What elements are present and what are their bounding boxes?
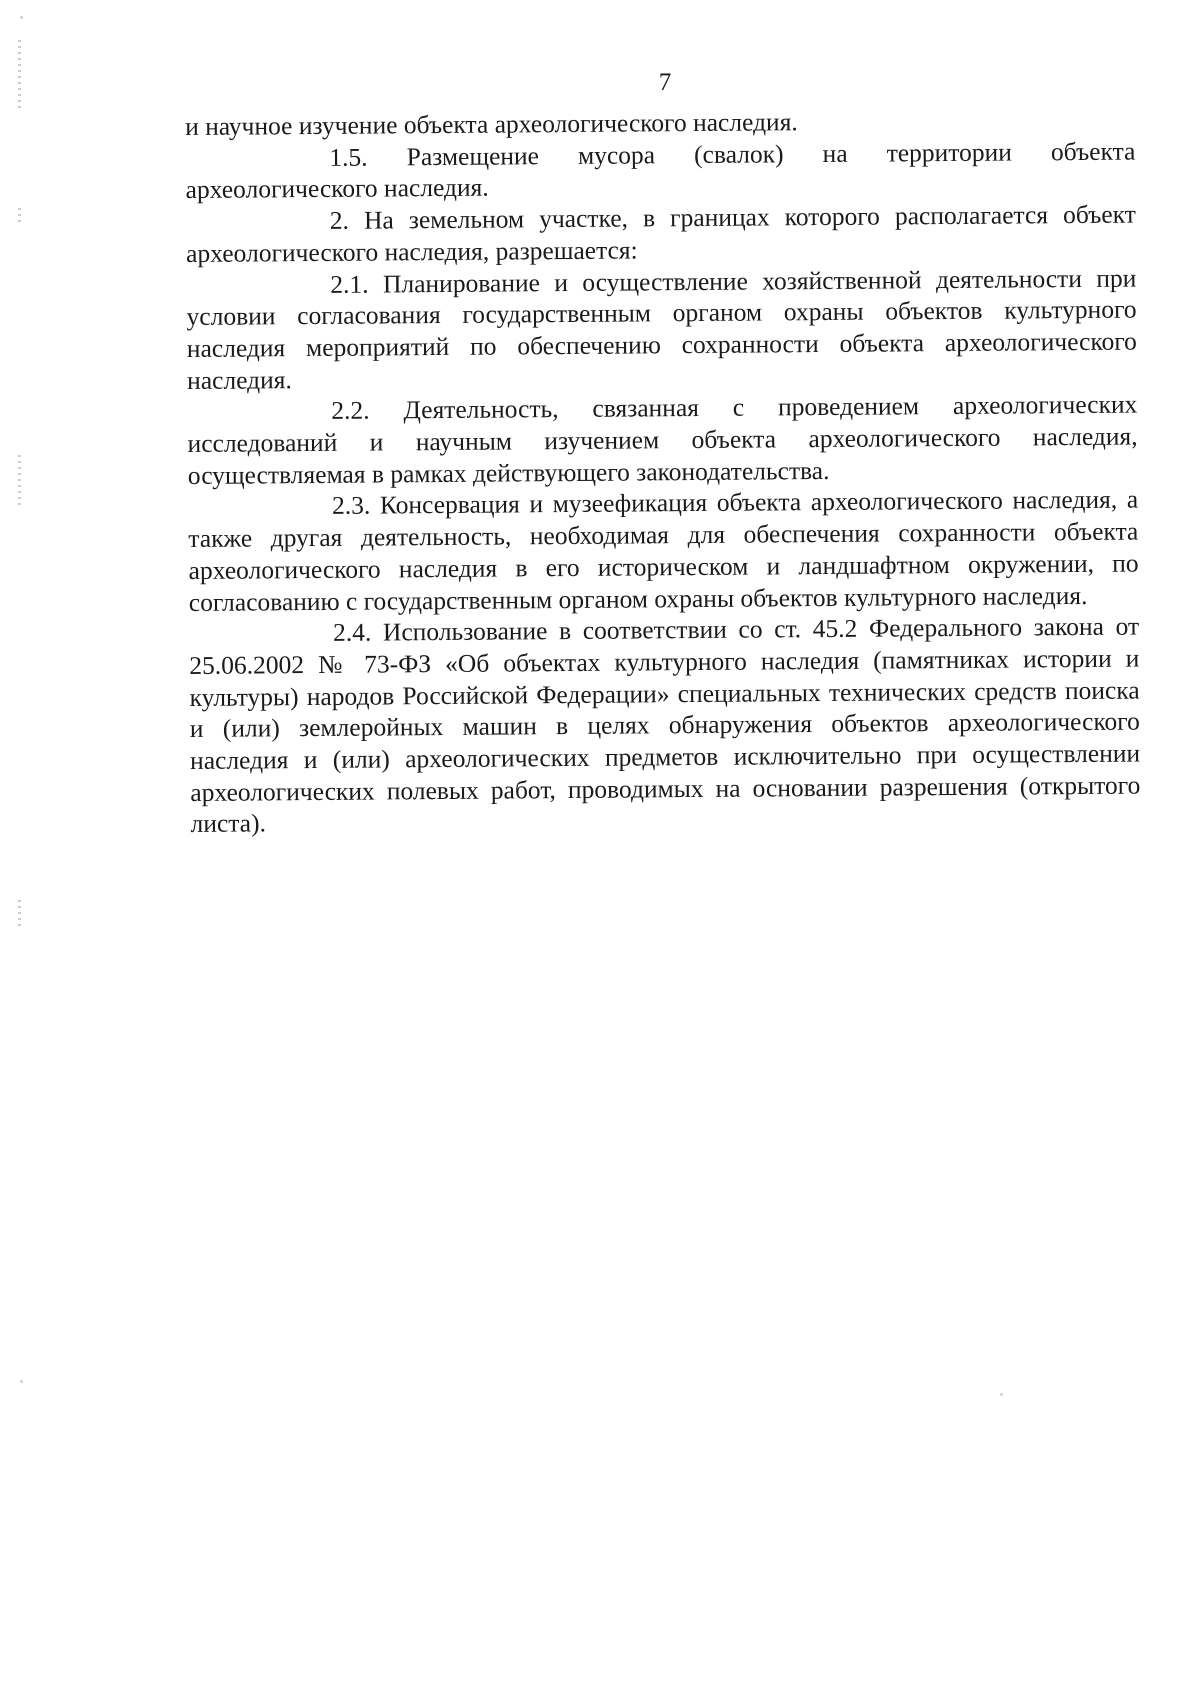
paragraph-2-1 [186, 262, 1137, 396]
document-body [185, 104, 1141, 841]
paragraph-number: 2.3. [331, 490, 371, 521]
paragraph-text: Консервация и музеефикация объекта археологического наследия, а также другая деятельность, необходимая для обеспечения сохранности объекта археологического наследия в его историческом и ландшафтном окружении, по согласованию с государственным органом охраны объектов культурного наследия. [188, 484, 1139, 617]
paragraph-number: 1.5. [329, 142, 368, 172]
paragraph-text: Использование в соответствии со ст. 45.2 Федерального закона от 25.06.2002 № 73-ФЗ «Об объектах культурного наследия (памятниках истории и культуры) народов Российской Федерации» специальных технических средств поиска и (или) землеройных машин в целях обнаружения объектов археологического наследия и (или) археологических предметов исключительно при осуществлении археологических полевых работ, проводимых на основании разрешения (открытого листа). [189, 611, 1141, 839]
scan-artifact [20, 16, 23, 19]
paragraph-2-3 [188, 484, 1139, 618]
paragraph-2-4 [189, 611, 1141, 840]
scan-artifact [18, 208, 21, 222]
scan-artifact [1000, 1393, 1003, 1396]
scan-artifact [20, 1380, 23, 1383]
paragraph-2-2 [187, 389, 1138, 492]
paragraph-number: 2.2. [331, 395, 370, 426]
paragraph-text: Деятельность, связанная с проведением археологических исследований и научным изучением объекта археологического наследия, осуществляемая в рамках действующего законодательства. [187, 389, 1138, 490]
paragraph-text: и научное изучение объекта археологического наследия. [185, 107, 798, 141]
paragraph-number: 2.4. [332, 617, 372, 648]
paragraph-1-5 [185, 135, 1135, 206]
paragraph-number: 2.1. [330, 269, 369, 299]
paragraph-text: Размещение мусора (свалок) на территории объекта археологического наследия. [185, 136, 1136, 205]
scan-artifact [18, 900, 21, 928]
paragraph-number: 2. [329, 205, 350, 235]
paragraph-text: Планирование и осуществление хозяйственной деятельности при условии согласования государственным органом охраны объектов культурного наследия мероприятий по обеспечению сохранности объекта археологического наследия. [186, 263, 1137, 395]
paragraph-2 [186, 199, 1136, 270]
page-number: 7 [658, 69, 672, 96]
paragraph-text: На земельном участке, в границах которого располагается объект археологического наследия, разрешается: [186, 199, 1136, 268]
scan-artifact [18, 455, 21, 505]
